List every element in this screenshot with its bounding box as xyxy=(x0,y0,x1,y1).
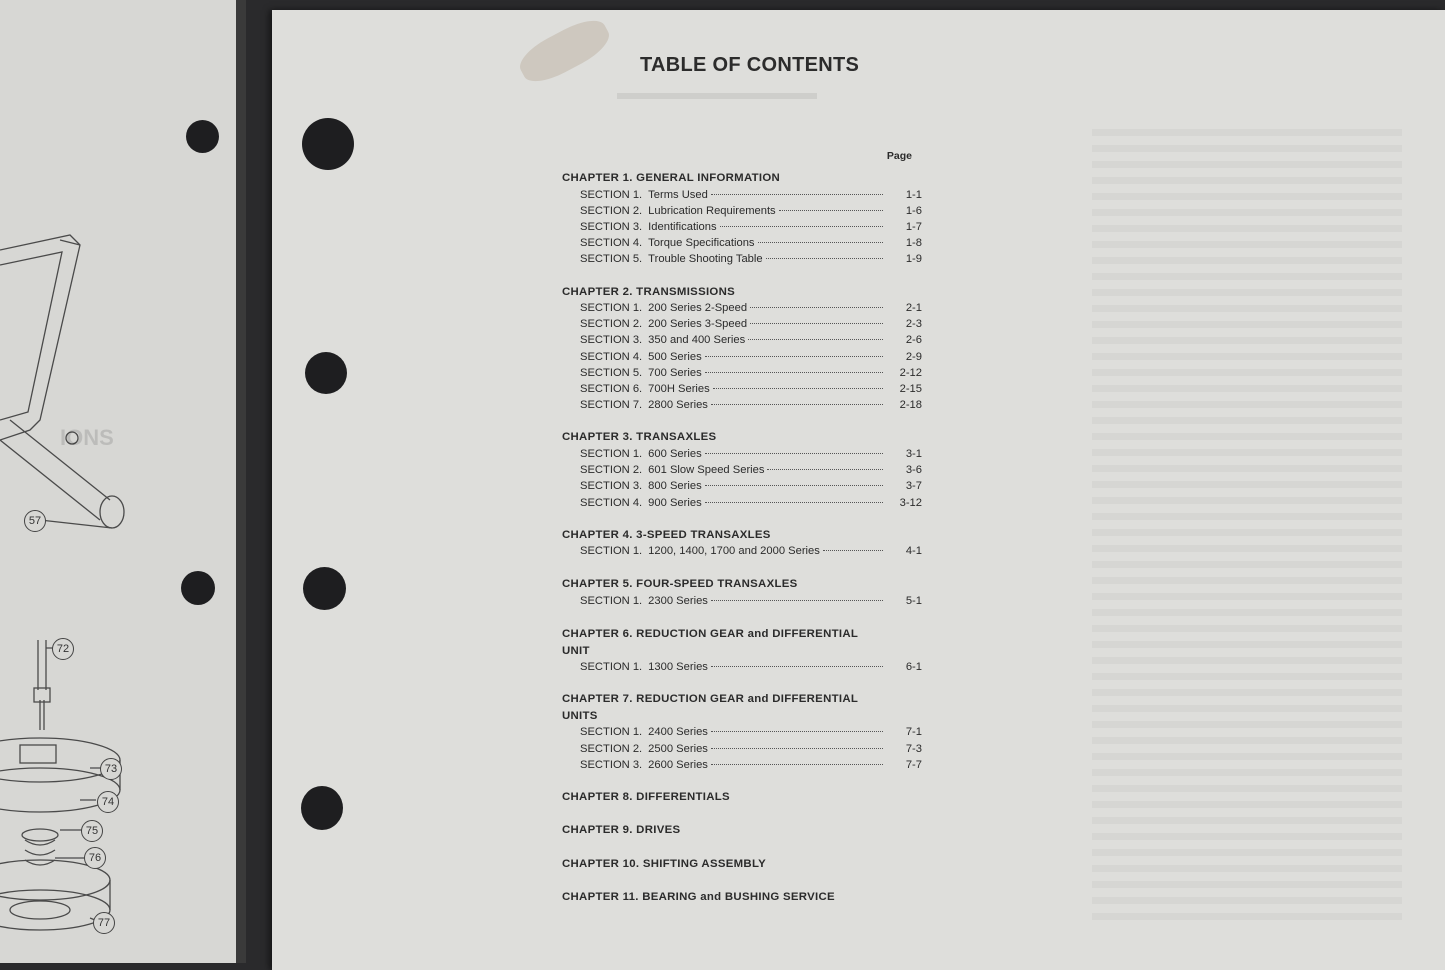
dot-leader xyxy=(705,362,883,373)
section-name: 2300 Series xyxy=(648,594,708,607)
section-label: SECTION 3. xyxy=(580,220,643,233)
dot-leader xyxy=(705,346,883,357)
section-page-number: 1-6 xyxy=(905,204,922,217)
dot-leader xyxy=(823,540,883,551)
chapter-entry xyxy=(562,626,922,675)
left-diagram-page xyxy=(0,0,244,963)
chapter-title: CHAPTER 2. TRANSMISSIONS xyxy=(562,285,736,298)
page-stain xyxy=(514,12,616,90)
section-page-number: 2-9 xyxy=(905,350,922,363)
callout-75: 75 xyxy=(81,820,103,842)
section-name: Torque Specifications xyxy=(648,237,755,250)
section-page-number: 3-7 xyxy=(905,480,922,493)
chapter-entry xyxy=(562,889,922,906)
dot-leader xyxy=(711,738,883,749)
section-name: 500 Series xyxy=(648,350,702,363)
section-page-number: 2-6 xyxy=(905,334,922,347)
dot-leader xyxy=(750,313,883,324)
binder-hole xyxy=(181,571,215,605)
toc-list xyxy=(562,150,922,914)
chapter-title: CHAPTER 5. FOUR-SPEED TRANSAXLES xyxy=(562,578,798,591)
section-label: SECTION 4. xyxy=(580,350,643,363)
section-name: 2600 Series xyxy=(648,758,708,771)
section-name: 700H Series xyxy=(648,383,710,396)
section-entry xyxy=(562,659,922,675)
callout-57: 57 xyxy=(24,510,46,532)
section-label: SECTION 7. xyxy=(580,399,643,412)
binder-hole xyxy=(305,352,347,394)
dot-leader xyxy=(758,232,883,243)
page-column-header: Page xyxy=(886,150,912,162)
section-page-number: 7-3 xyxy=(905,742,922,755)
section-page-number: 2-3 xyxy=(905,318,922,331)
section-page-number: 6-1 xyxy=(905,661,922,674)
section-name: Trouble Shooting Table xyxy=(648,253,763,266)
section-label: SECTION 4. xyxy=(580,237,643,250)
section-name: 600 Series xyxy=(648,447,702,460)
dot-leader xyxy=(705,443,883,454)
dot-leader xyxy=(720,216,883,227)
section-name: 200 Series 2-Speed xyxy=(648,302,748,315)
binder-hole xyxy=(186,120,219,153)
section-label: SECTION 1. xyxy=(580,188,643,201)
section-page-number: 7-7 xyxy=(905,758,922,771)
toc-page xyxy=(272,10,1445,970)
chapter-entry xyxy=(562,429,922,510)
section-entry xyxy=(562,495,922,511)
section-page-number: 1-7 xyxy=(905,220,922,233)
dot-leader xyxy=(705,475,883,486)
section-name: 350 and 400 Series xyxy=(648,334,746,347)
section-name: 1300 Series xyxy=(648,661,708,674)
binder-hole xyxy=(302,118,354,170)
chapter-title: CHAPTER 4. 3-SPEED TRANSAXLES xyxy=(562,528,771,541)
binder-hole xyxy=(303,567,346,610)
section-label: SECTION 1. xyxy=(580,302,643,315)
section-name: 700 Series xyxy=(648,366,702,379)
section-label: SECTION 6. xyxy=(580,383,643,396)
section-page-number: 3-6 xyxy=(905,464,922,477)
dot-leader xyxy=(711,590,883,601)
chapter-entry xyxy=(562,691,922,773)
section-name: Terms Used xyxy=(648,188,708,201)
section-name: 2500 Series xyxy=(648,742,708,755)
chapters-container xyxy=(562,170,922,906)
toc-title: TABLE OF CONTENTS xyxy=(640,54,860,76)
section-name: 200 Series 3-Speed xyxy=(648,318,748,331)
section-entry xyxy=(562,593,922,609)
section-name: Identifications xyxy=(648,220,717,233)
section-entry xyxy=(562,543,922,559)
section-page-number: 2-1 xyxy=(905,302,922,315)
dot-leader xyxy=(750,297,883,308)
dot-leader xyxy=(713,378,883,389)
section-label: SECTION 5. xyxy=(580,253,643,266)
ghost-heading: IONS xyxy=(60,425,114,450)
dot-leader xyxy=(766,248,883,259)
section-name: 2800 Series xyxy=(648,399,708,412)
section-name: 601 Slow Speed Series xyxy=(648,464,765,477)
chapter-title: CHAPTER 6. REDUCTION GEAR and DIFFERENTIAL UNIT xyxy=(562,628,858,657)
section-label: SECTION 2. xyxy=(580,742,643,755)
section-name: 1200, 1400, 1700 and 2000 Series xyxy=(648,545,820,558)
section-entry xyxy=(562,251,922,267)
chapter-entry xyxy=(562,170,922,268)
section-entry xyxy=(562,757,922,773)
callout-73: 73 xyxy=(100,758,122,780)
chapter-entry xyxy=(562,527,922,560)
callout-74: 74 xyxy=(97,791,119,813)
chapter-entry xyxy=(562,576,922,609)
dot-leader xyxy=(711,721,883,732)
dot-leader xyxy=(779,200,883,211)
chapter-title: CHAPTER 10. SHIFTING ASSEMBLY xyxy=(562,857,767,870)
chapter-entry xyxy=(562,284,922,414)
section-label: SECTION 3. xyxy=(580,480,643,493)
section-name: 800 Series xyxy=(648,480,702,493)
callout-76: 76 xyxy=(84,847,106,869)
section-page-number: 1-9 xyxy=(905,253,922,266)
section-page-number: 4-1 xyxy=(905,545,922,558)
section-label: SECTION 2. xyxy=(580,464,643,477)
chapter-title: CHAPTER 9. DRIVES xyxy=(562,824,681,837)
section-label: SECTION 1. xyxy=(580,661,643,674)
dot-leader xyxy=(767,459,883,470)
bleed-through-heading: ▬▬▬▬▬▬▬▬▬▬ xyxy=(617,82,817,104)
dot-leader xyxy=(711,754,883,765)
section-page-number: 7-1 xyxy=(905,726,922,739)
section-page-number: 3-1 xyxy=(905,447,922,460)
dot-leader xyxy=(711,394,883,405)
section-page-number: 1-8 xyxy=(905,237,922,250)
chapter-title: CHAPTER 8. DIFFERENTIALS xyxy=(562,790,730,803)
callout-77: 77 xyxy=(93,912,115,934)
chapter-title: CHAPTER 11. BEARING and BUSHING SERVICE xyxy=(562,891,835,904)
section-page-number: 2-12 xyxy=(899,366,922,379)
section-label: SECTION 3. xyxy=(580,758,643,771)
section-page-number: 2-18 xyxy=(899,399,922,412)
section-name: Lubrication Requirements xyxy=(648,204,776,217)
dot-leader xyxy=(705,492,883,503)
chapter-title: CHAPTER 3. TRANSAXLES xyxy=(562,431,717,444)
section-label: SECTION 4. xyxy=(580,496,643,509)
dot-leader xyxy=(711,184,883,195)
chapter-entry xyxy=(562,856,922,873)
section-label: SECTION 1. xyxy=(580,545,643,558)
section-entry xyxy=(562,397,922,413)
section-label: SECTION 1. xyxy=(580,447,643,460)
section-page-number: 3-12 xyxy=(899,496,922,509)
chapter-entry xyxy=(562,822,922,839)
section-name: 900 Series xyxy=(648,496,702,509)
bleed-through-text xyxy=(1092,120,1402,920)
section-label: SECTION 1. xyxy=(580,594,643,607)
section-label: SECTION 2. xyxy=(580,204,643,217)
binder-hole xyxy=(301,786,343,830)
page-edge xyxy=(236,0,246,963)
dot-leader xyxy=(711,656,883,667)
chapter-entry xyxy=(562,789,922,806)
section-label: SECTION 2. xyxy=(580,318,643,331)
section-label: SECTION 3. xyxy=(580,334,643,347)
chapter-title: CHAPTER 1. GENERAL INFORMATION xyxy=(562,172,781,184)
section-label: SECTION 1. xyxy=(580,726,643,739)
section-page-number: 2-15 xyxy=(899,383,922,396)
section-page-number: 5-1 xyxy=(905,594,922,607)
callout-72: 72 xyxy=(52,638,74,660)
dot-leader xyxy=(748,329,883,340)
chapter-title: CHAPTER 7. REDUCTION GEAR and DIFFERENTIAL UNITS xyxy=(562,693,858,722)
section-name: 2400 Series xyxy=(648,726,708,739)
section-page-number: 1-1 xyxy=(905,188,922,201)
section-label: SECTION 5. xyxy=(580,366,643,379)
